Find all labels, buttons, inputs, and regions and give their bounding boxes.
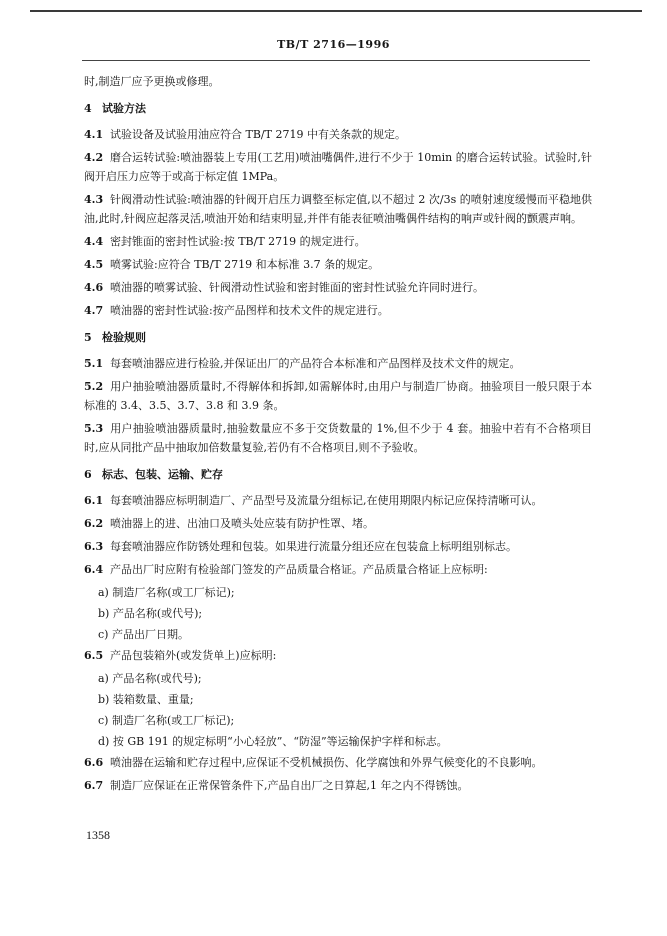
clause-paragraph [84,646,592,665]
clause-text: 每套喷油器应作防锈处理和包装。如果进行流量分组还应在包装盒上标明组别标志。 [110,540,517,553]
section-heading [84,99,592,118]
top-border-rule [30,10,642,12]
clause-number: 6.4 [84,563,104,576]
clause-text: 喷雾试验:应符合 TB/T 2719 和本标准 3.7 条的规定。 [110,258,380,271]
list-item: a) 制造厂名称(或工厂标记); [98,586,235,599]
clause-paragraph [84,125,592,144]
clause-text: 每套喷油器应标明制造厂、产品型号及流量分组标记,在使用期限内标记应保持清晰可认。 [110,494,543,507]
list-item: b) 装箱数量、重量; [98,693,194,706]
section-heading [84,465,592,484]
section-number: 6 [84,468,92,481]
clause-text: 制造厂应保证在正常保管条件下,产品自出厂之日算起,1 年之内不得锈蚀。 [110,779,469,792]
clause-number: 4.6 [84,281,104,294]
list-item: c) 制造厂名称(或工厂标记); [98,714,235,727]
clause-number: 6.7 [84,779,104,792]
clause-number: 4.2 [84,151,104,164]
clause-paragraph [84,301,592,320]
list-item: b) 产品名称(或代号); [98,607,203,620]
section-number: 4 [84,102,92,115]
clause-number: 4.7 [84,304,104,317]
section-number: 5 [84,331,92,344]
list-item: c) 产品出厂日期。 [98,628,189,641]
clause-paragraph [84,419,592,457]
clause-text: 用户抽验喷油器质量时,抽验数量应不多于交货数量的 1%,但不少于 4 套。抽验中若有不合格项目时,应从同批产品中抽取加倍数量复验,若仍有不合格项目,则不予验收。 [84,422,592,454]
clause-paragraph [84,491,592,510]
clause-paragraph [84,560,592,579]
clause-paragraph [84,753,592,772]
section-heading [84,328,592,347]
clause-text: 试验设备及试验用油应符合 TB/T 2719 中有关条款的规定。 [110,128,406,141]
document-body [84,72,592,799]
clause-text: 产品出厂时应附有检验部门签发的产品质量合格证。产品质量合格证上应标明: [110,563,488,576]
clause-paragraph [84,148,592,186]
clause-paragraph [84,255,592,274]
continuation-text: 时,制造厂应予更换或修理。 [84,75,220,88]
section-title: 标志、包装、运输、贮存 [102,468,223,481]
clause-number: 4.3 [84,193,104,206]
clause-paragraph [84,232,592,251]
clause-number: 6.1 [84,494,104,507]
clause-paragraph [84,278,592,297]
clause-text: 针阀滑动性试验:喷油器的针阀开启压力调整至标定值,以不超过 2 次/3s 的喷射速度缓慢而平稳地供油,此时,针阀应起落灵活,喷油开始和结束明显,并伴有能表征喷油嘴偶件结构的响声或针阀的颤震声响。 [84,193,592,225]
clause-number: 5.1 [84,357,104,370]
clause-text: 喷油器的密封性试验:按产品图样和技术文件的规定进行。 [110,304,389,317]
clause-text: 磨合运转试验:喷油器装上专用(工艺用)喷油嘴偶件,进行不少于 10min 的磨合运转试验。试验时,针阀开启压力应等于或高于标定值 1MPa。 [84,151,592,183]
clause-paragraph [84,776,592,795]
section-title: 试验方法 [102,102,146,115]
list-item: d) 按 GB 191 的规定标明“小心轻放”、“防湿”等运输保护字样和标志。 [98,735,448,748]
clause-paragraph [84,514,592,533]
clause-text: 产品包装箱外(或发货单上)应标明: [110,649,277,662]
clause-paragraph [84,537,592,556]
section-title: 检验规则 [102,331,146,344]
clause-number: 4.4 [84,235,104,248]
clause-paragraph [84,377,592,415]
clause-text: 喷油器上的进、出油口及喷头处应装有防护性罩、堵。 [110,517,374,530]
clause-text: 每套喷油器应进行检验,并保证出厂的产品符合本标准和产品图样及技术文件的规定。 [110,357,521,370]
clause-text: 喷油器的喷雾试验、针阀滑动性试验和密封锥面的密封性试验允许同时进行。 [110,281,484,294]
clause-number: 6.5 [84,649,104,662]
clause-paragraph [84,190,592,228]
clause-text: 喷油器在运输和贮存过程中,应保证不受机械损伤、化学腐蚀和外界气候变化的不良影响。 [110,756,543,769]
clause-number: 6.3 [84,540,104,553]
clause-number: 6.6 [84,756,104,769]
clause-text: 密封锥面的密封性试验:按 TB/T 2719 的规定进行。 [110,235,366,248]
clause-text: 用户抽验喷油器质量时,不得解体和拆卸,如需解体时,由用户与制造厂协商。抽验项目一般只限于本标准的 3.4、3.5、3.7、3.8 和 3.9 条。 [84,380,592,412]
clause-number: 4.5 [84,258,104,271]
document-code-header: TB/T 2716—1996 [277,38,390,51]
clause-number: 6.2 [84,517,104,530]
clause-number: 5.3 [84,422,104,435]
page-number: 1358 [86,828,110,842]
clause-number: 4.1 [84,128,104,141]
clause-paragraph [84,354,592,373]
header-divider [82,60,590,61]
clause-number: 5.2 [84,380,104,393]
list-item: a) 产品名称(或代号); [98,672,202,685]
